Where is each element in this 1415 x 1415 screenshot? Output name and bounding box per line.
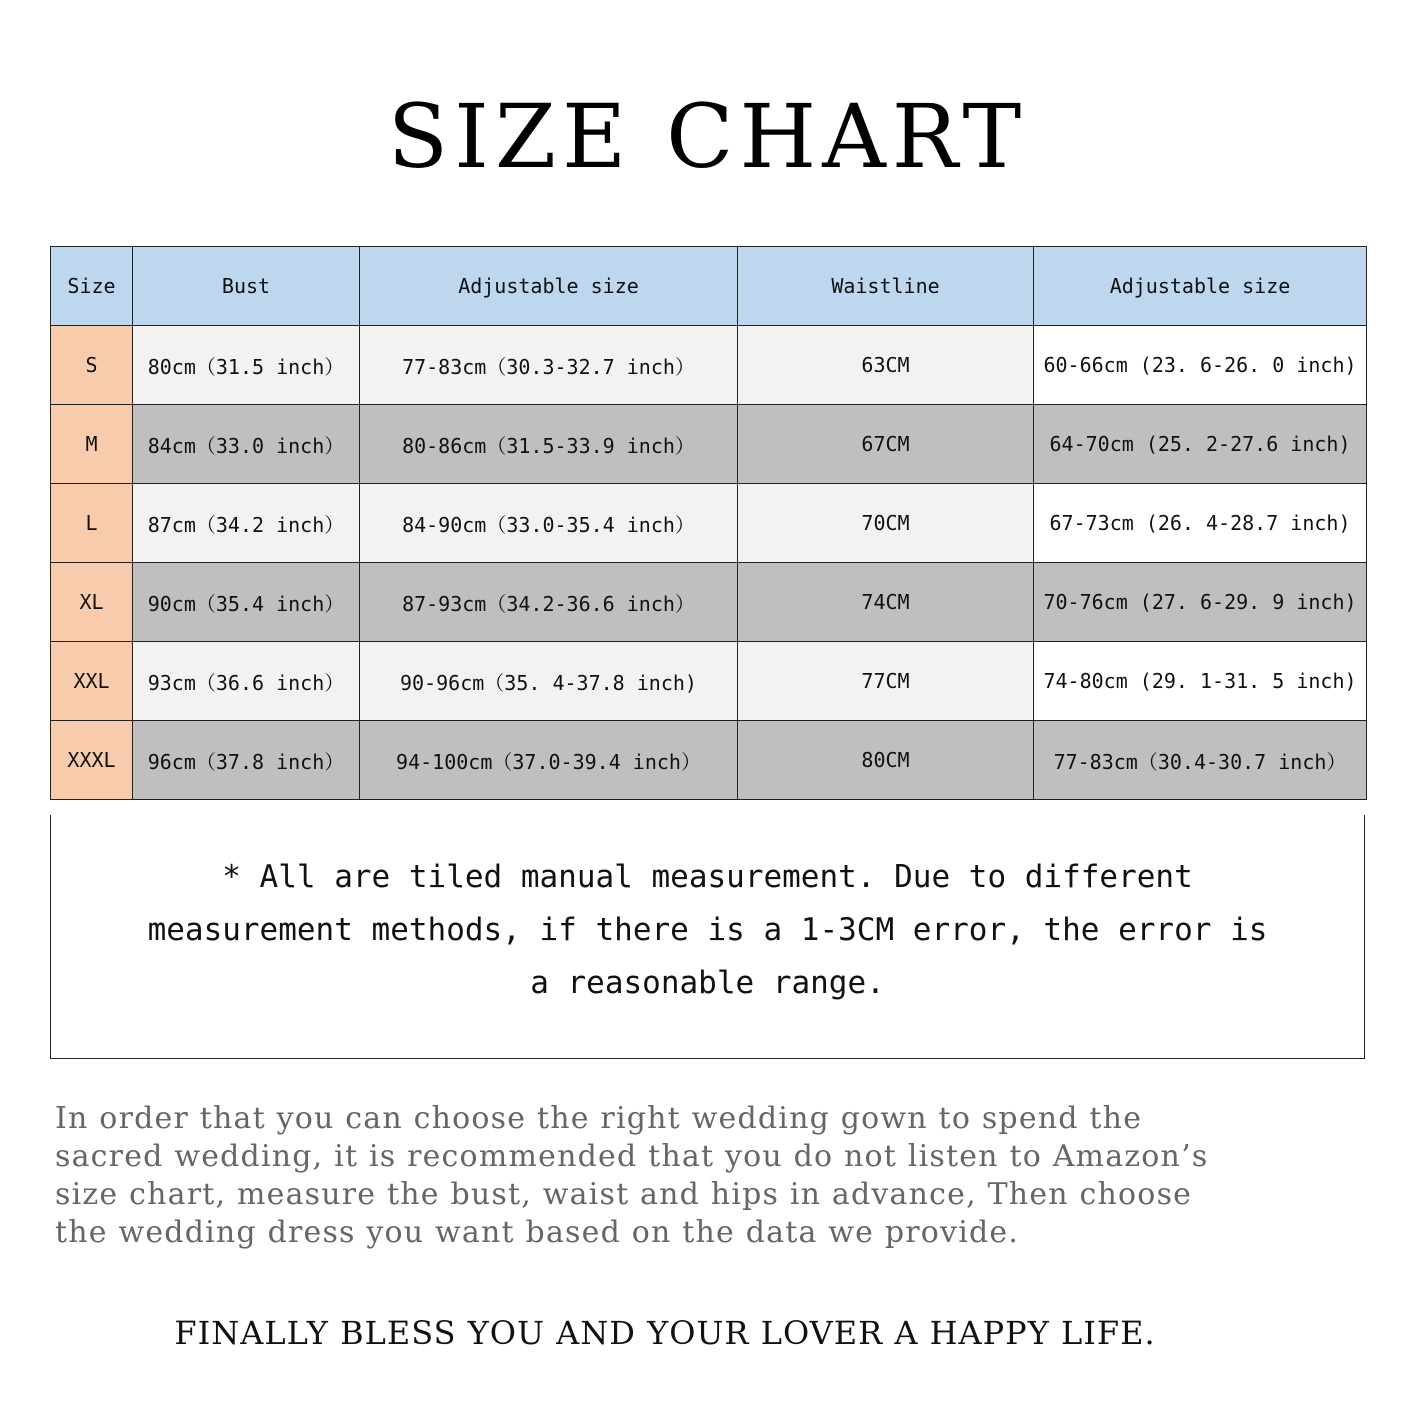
table-row: [51, 405, 1367, 484]
table-row: [51, 642, 1367, 721]
waist-adjustable-cell: 60-66cm (23. 6-26. 0 inch): [1034, 326, 1367, 405]
waistline-cell: 63CM: [738, 326, 1034, 405]
header-bust-adjustable-size: Adjustable size: [360, 247, 738, 326]
header-size: Size: [51, 247, 133, 326]
table-row: [51, 563, 1367, 642]
waistline-cell: 74CM: [738, 563, 1034, 642]
advice-line: In order that you can choose the right wedding gown to spend the: [55, 1101, 1143, 1136]
bust-adjustable-cell: 84-90cm（33.0-35.4 inch）: [360, 484, 738, 563]
table-row: [51, 721, 1367, 800]
size-cell: L: [51, 484, 133, 563]
size-cell: XXXL: [51, 721, 133, 800]
bust-cell: 93cm（36.6 inch）: [133, 642, 360, 721]
note-line: a reasonable range.: [530, 965, 885, 1001]
waist-adjustable-cell: 74-80cm (29. 1-31. 5 inch): [1034, 642, 1367, 721]
waist-adjustable-cell: 64-70cm (25. 2-27.6 inch): [1034, 405, 1367, 484]
table-row: [51, 326, 1367, 405]
size-table: [50, 246, 1367, 800]
bust-adjustable-cell: 94-100cm（37.0-39.4 inch）: [360, 721, 738, 800]
bust-cell: 96cm（37.8 inch）: [133, 721, 360, 800]
note-line: * All are tiled manual measurement. Due to different: [222, 859, 1193, 895]
page-title: SIZE CHART: [387, 85, 1028, 188]
measurement-note: [51, 851, 1364, 1010]
bust-cell: 84cm（33.0 inch）: [133, 405, 360, 484]
size-cell: XXL: [51, 642, 133, 721]
waistline-cell: 70CM: [738, 484, 1034, 563]
header-waistline: Waistline: [738, 247, 1034, 326]
waist-adjustable-cell: 67-73cm (26. 4-28.7 inch): [1034, 484, 1367, 563]
waistline-cell: 67CM: [738, 405, 1034, 484]
header-waist-adjustable-size: Adjustable size: [1034, 247, 1367, 326]
waist-adjustable-cell: 70-76cm (27. 6-29. 9 inch): [1034, 563, 1367, 642]
blessing-text: FINALLY BLESS YOU AND YOUR LOVER A HAPPY LIFE.: [174, 1314, 1156, 1352]
waistline-cell: 77CM: [738, 642, 1034, 721]
advice-line: sacred wedding, it is recommended that you do not listen to Amazon’s: [55, 1139, 1209, 1174]
advice-paragraph: [55, 1100, 1375, 1252]
size-cell: S: [51, 326, 133, 405]
table-header-row: [51, 247, 1367, 326]
measurement-note-box: [50, 815, 1365, 1059]
bust-adjustable-cell: 90-96cm（35. 4-37.8 inch): [360, 642, 738, 721]
bust-adjustable-cell: 87-93cm（34.2-36.6 inch）: [360, 563, 738, 642]
advice-line: size chart, measure the bust, waist and hips in advance, Then choose: [55, 1177, 1193, 1212]
bust-cell: 87cm（34.2 inch）: [133, 484, 360, 563]
bust-adjustable-cell: 80-86cm（31.5-33.9 inch）: [360, 405, 738, 484]
size-cell: XL: [51, 563, 133, 642]
table-row: [51, 484, 1367, 563]
note-line: measurement methods, if there is a 1-3CM error, the error is: [147, 912, 1268, 948]
bust-adjustable-cell: 77-83cm（30.3-32.7 inch）: [360, 326, 738, 405]
header-bust: Bust: [133, 247, 360, 326]
waist-adjustable-cell: 77-83cm（30.4-30.7 inch）: [1034, 721, 1367, 800]
size-cell: M: [51, 405, 133, 484]
bust-cell: 90cm（35.4 inch）: [133, 563, 360, 642]
bust-cell: 80cm（31.5 inch）: [133, 326, 360, 405]
waistline-cell: 80CM: [738, 721, 1034, 800]
advice-line: the wedding dress you want based on the data we provide.: [55, 1215, 1020, 1250]
